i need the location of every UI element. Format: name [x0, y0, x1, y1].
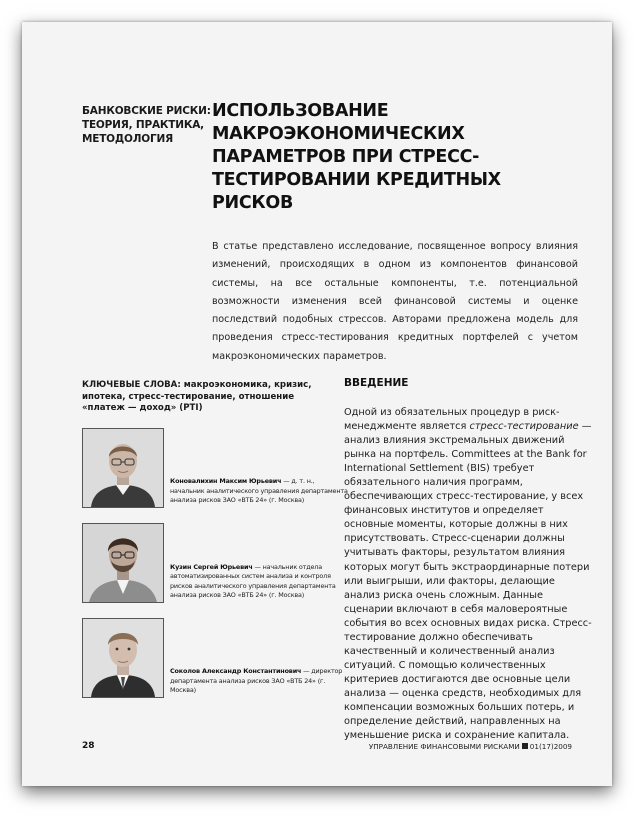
- page-number: 28: [82, 741, 95, 751]
- journal-name: УПРАВЛЕНИЕ ФИНАНСОВЫМИ РИСКАМИ: [368, 742, 520, 751]
- author-info: — директор департамента анализа рисков ЗАО «ВТБ 24» (г. Москва): [170, 667, 343, 695]
- section-label: БАНКОВСКИЕ РИСКИ: ТЕОРИЯ, ПРАКТИКА, МЕТОДОЛОГИЯ: [82, 105, 211, 145]
- author-bio: [170, 667, 348, 696]
- author-info: — д. т. н., начальник аналитического управления департамента анализа рисков ЗАО «ВТБ 24» (г. Москва): [170, 477, 348, 505]
- author-name: Кузин Сергей Юрьевич: [170, 562, 253, 571]
- keywords-text: макроэкономика, кризис, ипотека, стресс-тестирование, отношение «платеж — доход» (PTI): [82, 380, 312, 413]
- keywords-label: КЛЮЧЕВЫЕ СЛОВА:: [82, 380, 181, 390]
- body-text-part: — анализ влияния экстремальных движений рынка на портфель. Committees at the Bank for International Settlement (BIS) требует обязательного наличия программ, обеспечивающих стресс-тестирование, у всех финансовых институтов и определяет основные моменты, которые должны в них присутствовать. Стресс-сценарии должны учитывать факторы, результатом влияния которых могут быть экстраординарные потери или выигрыши, или факторы, делающие анализ риска очень сложным. Данные сценарии включают в себя маловероятные события во всех основных видах риска. Стресс-тестирование должно обеспечивать качественный и количественный анализ ситуаций. С помощью количественных критериев достигаются две основные цели анализа — оценка средств, необходимых для компенсации возможных больших потерь, и определение действий, направленных на уменьшение риска и сохранение капитала.: [344, 421, 592, 742]
- author-bio: [170, 563, 348, 601]
- body-text: [344, 406, 594, 743]
- article-title: ИСПОЛЬЗОВАНИЕ МАКРОЭКОНОМИЧЕСКИХ ПАРАМЕТРОВ ПРИ СТРЕСС-ТЕСТИРОВАНИИ КРЕДИТНЫХ РИСКОВ: [212, 101, 501, 213]
- body-text-emphasis: стресс-тестирование: [469, 421, 579, 433]
- author-card: [82, 428, 348, 508]
- keywords: [82, 380, 332, 415]
- author-name: Коновалихин Максим Юрьевич: [170, 477, 282, 486]
- body-text-part: Одной из обязательных процедур в риск-менеджменте является: [344, 407, 560, 433]
- author-card: [82, 618, 344, 698]
- document-page: [22, 22, 612, 786]
- author-name: Соколов Александр Константинович: [170, 667, 302, 676]
- journal-footer: [369, 742, 572, 751]
- journal-issue: 01(17)2009: [529, 742, 572, 751]
- author-bio: [170, 477, 348, 506]
- square-bullet-icon: [522, 743, 528, 749]
- section-heading: ВВЕДЕНИЕ: [344, 377, 409, 389]
- author-info: — начальник отдела автоматизированных систем анализа и контроля рисков аналитического управления департамента анализа рисков ЗАО «ВТБ 24» (г. Москва): [170, 562, 336, 600]
- author-photo: [82, 523, 164, 603]
- author-photo: [82, 428, 164, 508]
- author-photo: [82, 618, 164, 698]
- author-card: [82, 523, 344, 603]
- abstract: В статье представлено исследование, посвященное вопросу влияния изменений, происходящих в одном из компонентов финансовой системы, на все остальные компоненты, т.е. потенциальной возможности изменения всей финансовой системы и оценке последствий подобных стрессов. Авторами предложена модель для проведения стресс-тестирования кредитных портфелей с учетом макроэкономических параметров.: [212, 241, 578, 362]
